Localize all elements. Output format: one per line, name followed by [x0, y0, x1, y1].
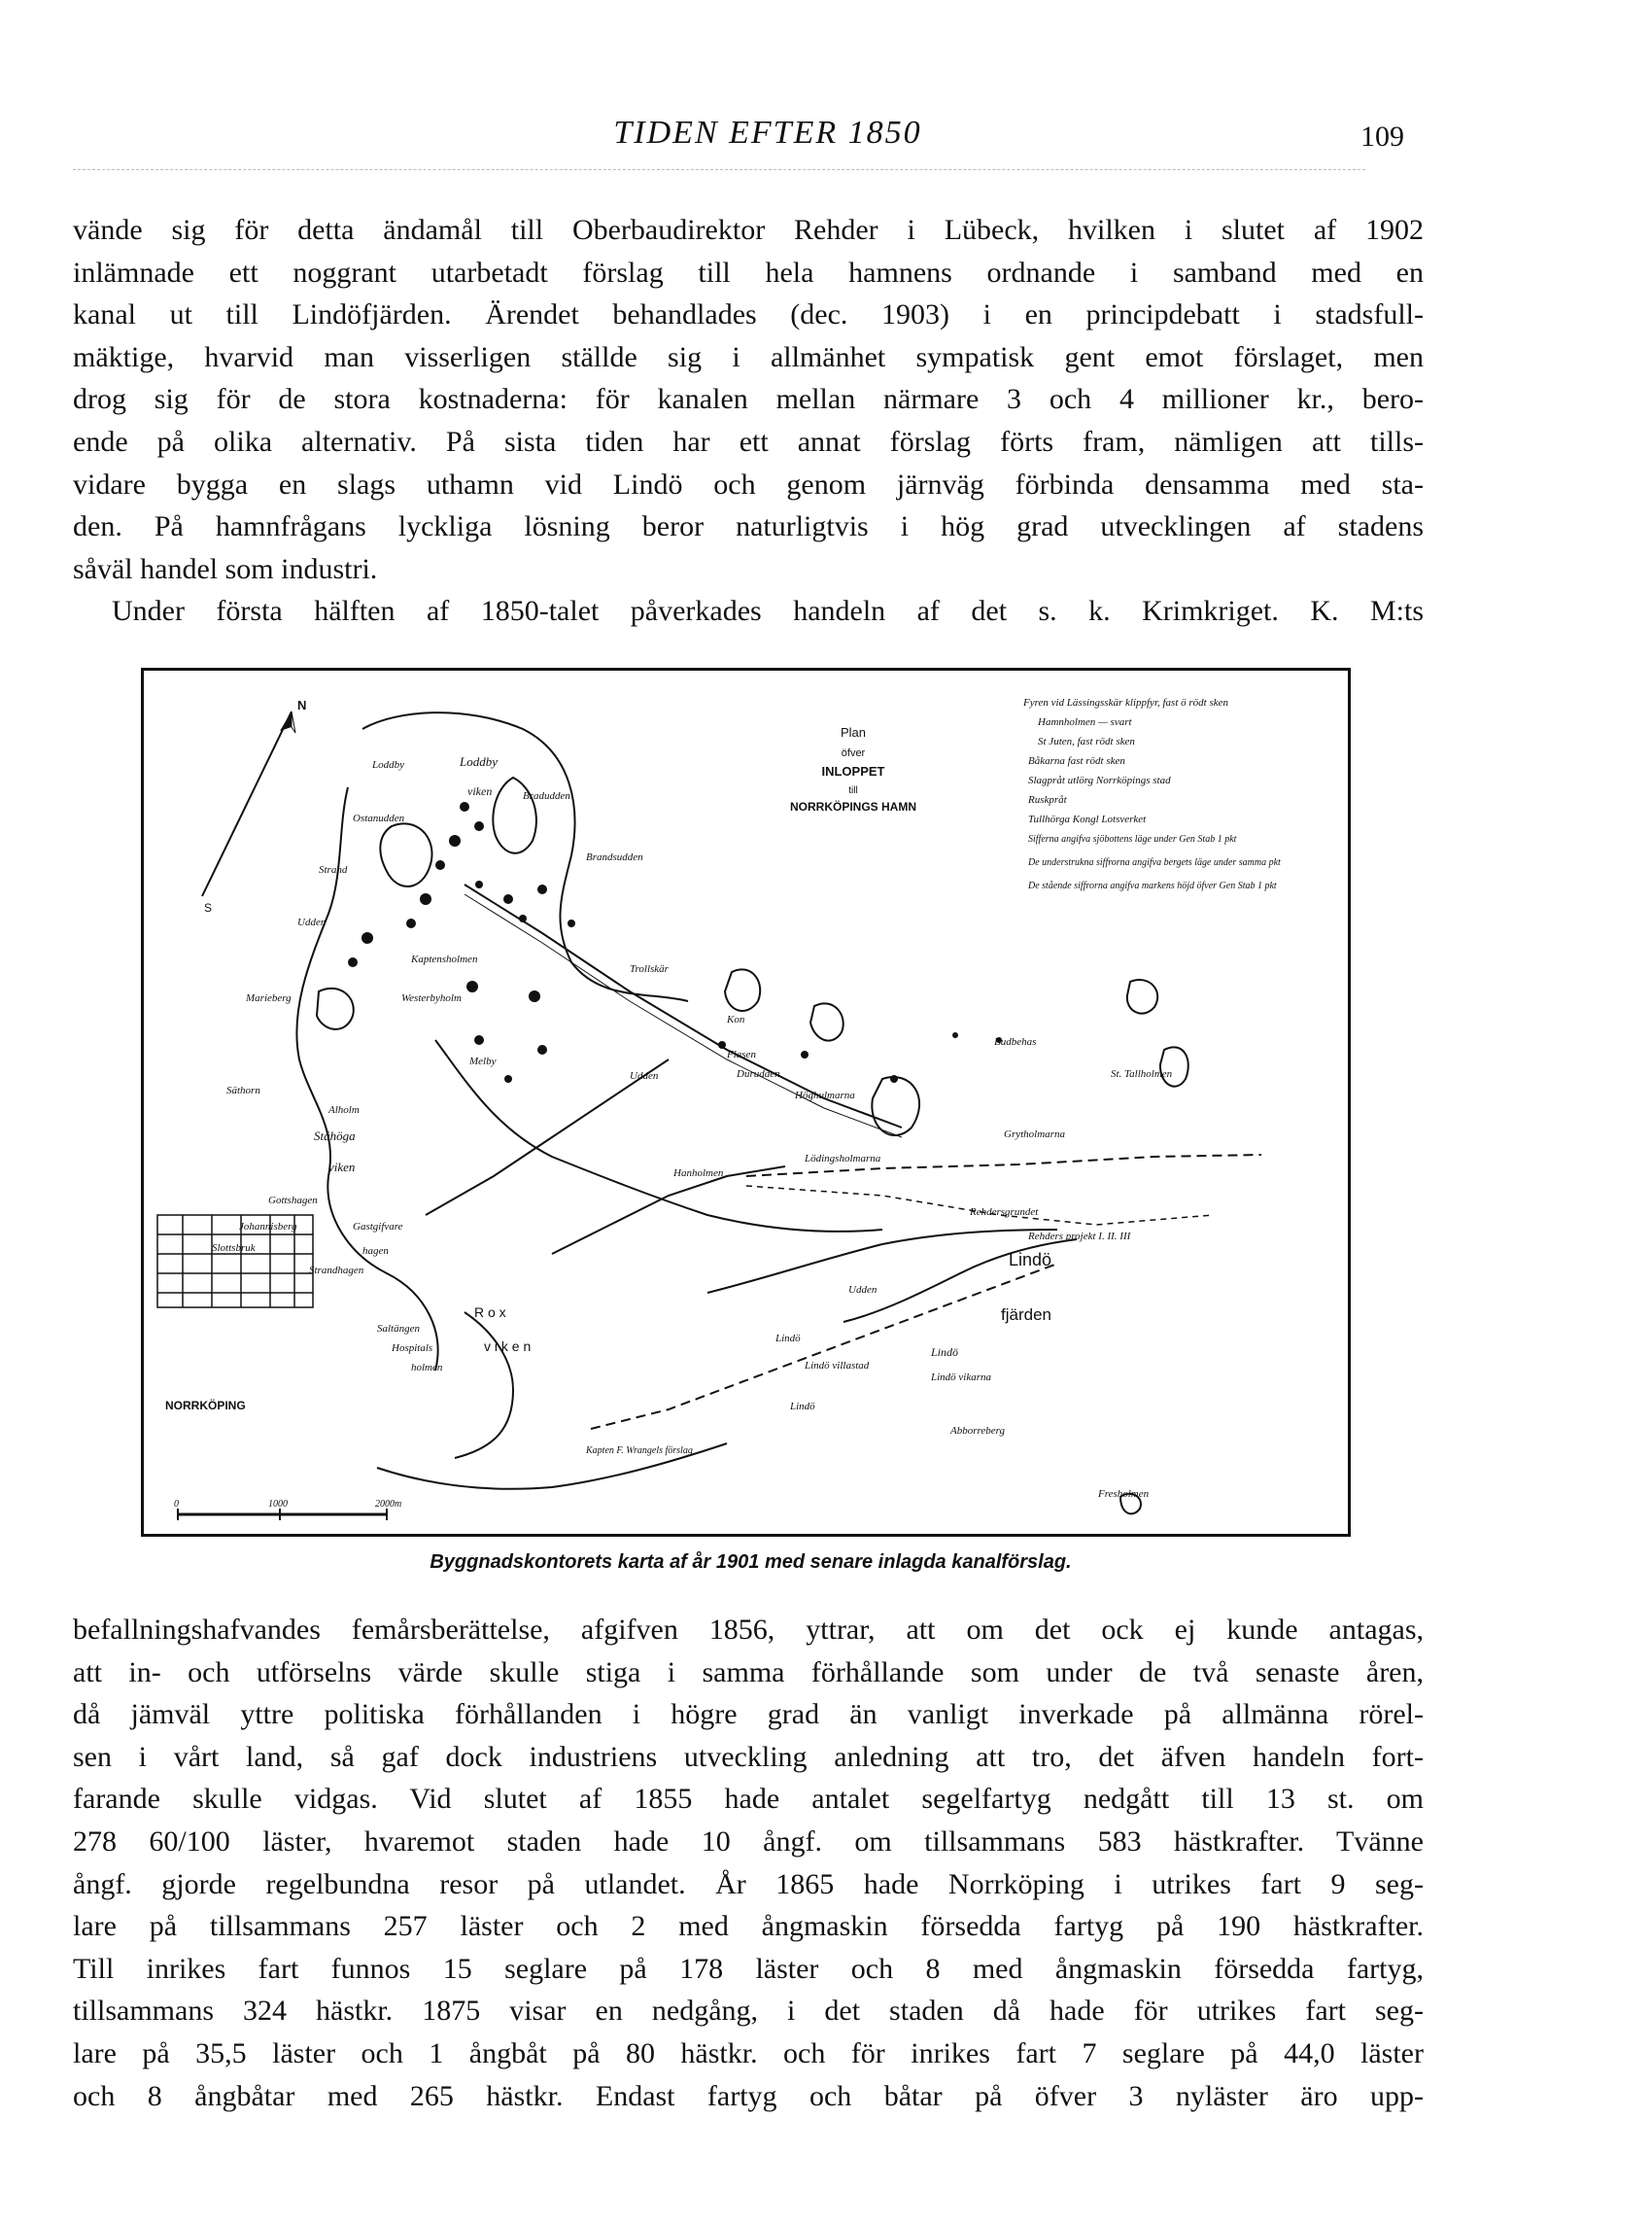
- text-line: lare på 35,5 läster och 1 ångbåt på 80 hästkr. och för inrikes fart 7 seglare på 44,0 läster: [73, 2036, 1424, 2069]
- text-line: ende på olika alternativ. På sista tiden har ett annat förslag förts fram, nämligen att tills-: [73, 425, 1424, 458]
- place-label: Flasen: [727, 1049, 756, 1060]
- figure-caption: Byggnadskontorets karta af år 1901 med senare inlagda kanalförslag.: [430, 1551, 1072, 1573]
- page-number: 109: [1360, 121, 1404, 153]
- place-label: Saltängen: [377, 1323, 420, 1335]
- harbour-map: [144, 671, 1348, 1534]
- place-label: Lödingsholmarna: [805, 1153, 881, 1164]
- place-label: Kaptensholmen: [411, 954, 478, 965]
- paragraph-1: [73, 209, 1424, 633]
- legend-item: De understrukna siffrorna angifva bergets läge under samma pkt: [1028, 857, 1281, 868]
- text-line: farande skulle vidgas. Vid slutet af 1855 hade antalet segelfartyg nedgått till 13 st. om: [73, 1783, 1424, 1816]
- place-label: Ostanudden: [353, 813, 405, 824]
- text-line: vände sig för detta ändamål till Oberbaudirektor Rehder i Lübeck, hvilken i slutet af 1902: [73, 214, 1424, 246]
- place-label: Grytholmarna: [1004, 1129, 1065, 1140]
- north-label: N: [297, 698, 307, 712]
- text-line: då jämväl yttre politiska förhållanden i högre grad än vanligt inverkade på allmänna rörel-: [73, 1698, 1424, 1731]
- map-title-1: Plan: [840, 725, 867, 740]
- place-label: St. Tallholmen: [1111, 1068, 1173, 1080]
- place-label: Lindö: [1009, 1250, 1052, 1269]
- legend-item: Sifferna angifva sjöbottens läge under Gen Stab 1 pkt: [1028, 834, 1237, 845]
- place-label: Lindö villastad: [805, 1360, 870, 1372]
- place-label: Strand: [319, 864, 348, 876]
- place-label: hagen: [362, 1245, 389, 1257]
- text-line: lare på tillsammans 257 läster och 2 med ångmaskin försedda fartyg på 190 hästkrafter.: [73, 1910, 1424, 1943]
- place-labels: [165, 754, 1173, 1500]
- place-label: Abborreberg: [950, 1425, 1006, 1437]
- text-line: att in- och utförselns värde skulle stiga i samma förhållande som under de två senaste åren,: [73, 1655, 1424, 1688]
- place-label: viken: [328, 1160, 356, 1174]
- legend-item: Tullhörga Kongl Lotsverket: [1028, 814, 1147, 825]
- running-title: TIDEN EFTER 1850: [613, 115, 922, 151]
- place-label: Udden: [848, 1284, 878, 1296]
- scale-label: 1000: [268, 1499, 288, 1510]
- legend-item: De stående siffrorna angifva markens höjd öfver Gen Stab 1 pkt: [1028, 881, 1277, 891]
- running-header: [0, 115, 1652, 163]
- text-line: Till inrikes fart funnos 15 seglare på 178 läster och 8 med ångmaskin försedda fartyg,: [73, 1952, 1424, 1985]
- place-label: Lindö vikarna: [931, 1372, 992, 1383]
- legend-item: Båkarna fast rödt sken: [1028, 755, 1125, 767]
- map-title-4: till: [848, 785, 858, 796]
- text-line: Under första hälften af 1850-talet påverkades handeln af det s. k. Krimkriget. K. M:ts: [112, 595, 1424, 628]
- place-label: Johannisberg: [239, 1221, 297, 1233]
- text-line: den. På hamnfrågans lyckliga lösning beror naturligtvis i hög grad utvecklingen af stadens: [73, 510, 1424, 543]
- map-title-3: INLOPPET: [821, 764, 885, 779]
- place-label: Udden: [297, 917, 327, 928]
- text-line: befallningshafvandes femårsberättelse, afgifven 1856, yttrar, att om det ock ej kunde antagas,: [73, 1614, 1424, 1646]
- place-label: Budbehas: [994, 1036, 1037, 1048]
- place-label: Loddby: [460, 754, 498, 769]
- place-label: Lindö: [931, 1345, 959, 1359]
- place-label: Brandsudden: [586, 851, 643, 863]
- place-label: NORRKÖPING: [165, 1399, 246, 1412]
- place-label: Gottshagen: [268, 1195, 318, 1206]
- place-label: Ståhöga: [314, 1129, 356, 1143]
- text-line: mäktige, hvarvid man visserligen ställde sig i allmänhet sympatisk gent emot förslaget, men: [73, 340, 1424, 373]
- text-line: vidare bygga en slags uthamn vid Lindö och genom järnväg förbinda densamma med sta-: [73, 468, 1424, 501]
- place-label: Hospitals: [392, 1342, 433, 1354]
- legend-item: Hamnholmen — svart: [1038, 716, 1132, 728]
- place-label: Säthorn: [226, 1085, 260, 1096]
- place-label: Rehdersgrundet: [970, 1206, 1039, 1218]
- map-title-2: öfver: [841, 747, 866, 759]
- text-line: ångf. gjorde regelbundna resor på utlandet. År 1865 hade Norrköping i utrikes fart 9 seg-: [73, 1867, 1424, 1900]
- place-label: Höghulmarna: [795, 1090, 855, 1101]
- legend-item: Fyren vid Lässingsskär klippfyr, fast ö rödt sken: [1023, 697, 1229, 709]
- map-legend: [1022, 697, 1281, 891]
- paragraph-2: [73, 1609, 1424, 2117]
- text-line: och 8 ångbåtar med 265 hästkr. Endast fartyg och båtar på öfver 3 nyläster äro upp-: [73, 2079, 1424, 2112]
- map-title-5: NORRKÖPINGS HAMN: [789, 800, 917, 814]
- place-label: Strandhagen: [309, 1265, 364, 1276]
- scale-label: 0: [174, 1499, 179, 1510]
- place-label: viken: [467, 784, 493, 798]
- place-label: Trollskär: [630, 963, 669, 975]
- text-line: tillsammans 324 hästkr. 1875 visar en nedgång, i det staden då hade för utrikes fart seg-: [73, 1995, 1424, 2028]
- place-label: Lindö: [775, 1333, 801, 1344]
- text-line: såväl handel som industri.: [73, 552, 378, 585]
- place-label: holmen: [411, 1362, 443, 1373]
- place-label: Kon: [727, 1014, 745, 1025]
- north-arrow-icon: [202, 712, 295, 896]
- scale-bar: [174, 1499, 401, 1520]
- map-figure: [141, 668, 1351, 1537]
- legend-item: Slagpråt utlörg Norrköpings stad: [1028, 775, 1171, 786]
- place-label: Alholm: [328, 1104, 360, 1116]
- place-label: Gastgifvare: [353, 1221, 403, 1233]
- legend-item: Ruskpråt: [1028, 794, 1067, 806]
- place-label: R o x: [474, 1304, 506, 1320]
- place-label: Slottsbruk: [212, 1242, 256, 1254]
- scale-label: 2000m: [375, 1499, 402, 1510]
- place-label: Hanholmen: [673, 1167, 724, 1179]
- place-label: Rehders projekt I. II. III: [1028, 1231, 1131, 1242]
- text-line: inlämnade ett noggrant utarbetadt förslag till hela hamnens ordnande i samband med en: [73, 256, 1424, 289]
- place-label: v i k e n: [484, 1338, 532, 1354]
- place-label: Kapten F. Wrangels förslag: [586, 1445, 693, 1456]
- text-line: kanal ut till Lindöfjärden. Ärendet behandlades (dec. 1903) i en principdebatt i stadsfull-: [73, 298, 1424, 331]
- place-label: Loddby: [372, 759, 404, 771]
- place-label: Marieberg: [246, 992, 292, 1004]
- place-label: Durudden: [737, 1068, 780, 1080]
- place-label: Fresholmen: [1098, 1488, 1150, 1500]
- place-label: Bradudden: [523, 790, 570, 802]
- islet-dots: [348, 802, 1002, 1083]
- place-label: Udden: [630, 1070, 659, 1082]
- place-label: fjärden: [1001, 1305, 1051, 1324]
- place-label: Lindö: [790, 1401, 815, 1412]
- place-label: Melby: [469, 1056, 497, 1067]
- place-label: Westerbyholm: [401, 992, 462, 1004]
- text-line: sen i vårt land, så gaf dock industriens utveckling anledning att tro, det äfven handeln fort-: [73, 1740, 1424, 1773]
- text-line: 278 60/100 läster, hvaremot staden hade 10 ångf. om tillsammans 583 hästkrafter. Tvänne: [73, 1824, 1424, 1858]
- south-label: S: [204, 901, 213, 915]
- header-rule: [73, 169, 1365, 170]
- text-line: drog sig för de stora kostnaderna: för kanalen mellan närmare 3 och 4 millioner kr., bero-: [73, 383, 1424, 416]
- legend-item: St Juten, fast rödt sken: [1038, 736, 1135, 747]
